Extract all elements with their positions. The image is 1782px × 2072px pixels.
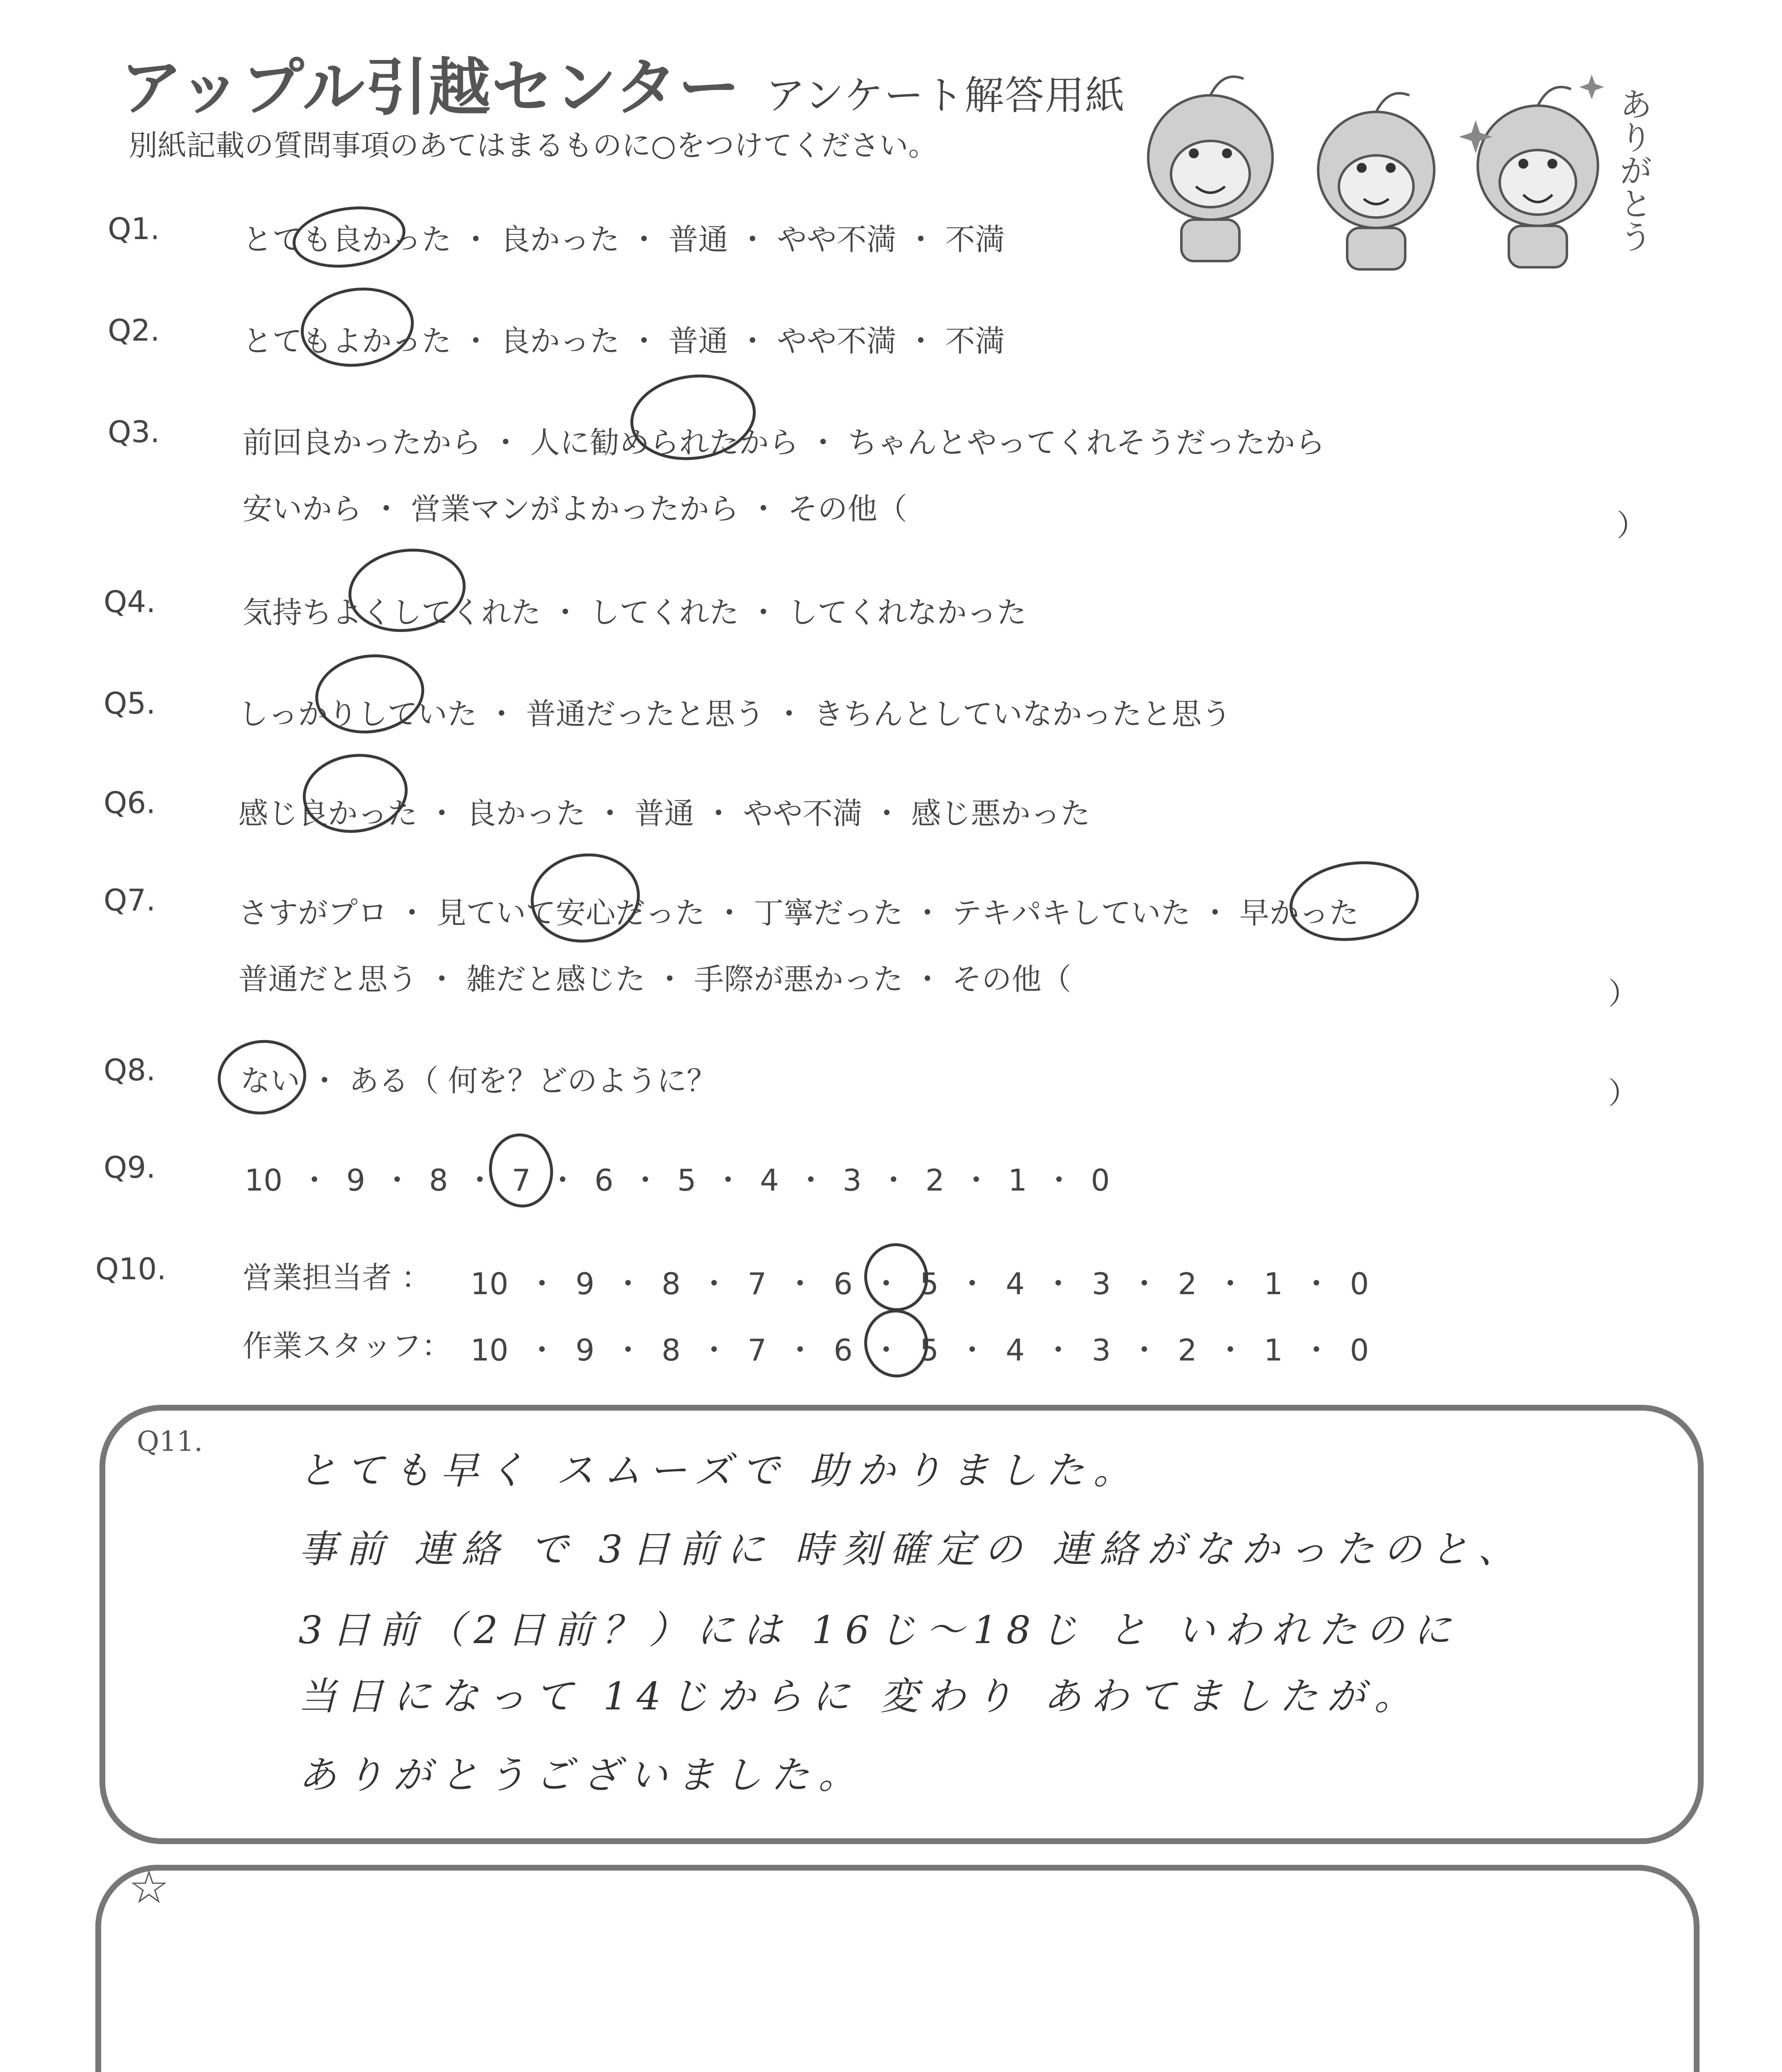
- q2-options[interactable]: とてもよかった ・ 良かった ・ 普通 ・ やや不満 ・ 不満: [242, 324, 1005, 358]
- q11-comment-line-1: とても早く スムーズで 助かりました。: [298, 1448, 1141, 1493]
- form-title: [120, 37, 1125, 127]
- q8-answer-circle: [213, 1034, 311, 1120]
- q3-close-paren: ）: [1617, 508, 1647, 543]
- q8-close-paren: ）: [1608, 1076, 1639, 1111]
- q10-sales-label: 営業担当者 ：: [242, 1260, 431, 1295]
- q4-number: Q4.: [104, 584, 156, 619]
- q11-comment-line-5: ありがとうございました。: [298, 1753, 866, 1797]
- q6-number: Q6.: [104, 785, 156, 820]
- q1-answer-circle: [289, 200, 409, 275]
- q10-sales-answer-circle: [860, 1239, 932, 1315]
- q6-options[interactable]: 感じ良かった ・ 良かった ・ 普通 ・ やや不満 ・ 感じ悪かった: [238, 796, 1091, 831]
- q7-options-line1[interactable]: さすがプロ ・ 見ていて安心だった ・ 丁寧だった ・ テキパキしていた ・ 早かった: [238, 896, 1359, 930]
- q5-options[interactable]: しっかりしていた ・ 普通だったと思う ・ きちんとしていなかったと思う: [238, 697, 1232, 731]
- q9-scale[interactable]: 10 ・ 9 ・ 8 ・ 7 ・ 6 ・ 5 ・ 4 ・ 3 ・ 2 ・ 1 ・ 0: [245, 1163, 1110, 1198]
- q9-answer-circle: [484, 1129, 558, 1212]
- q7-answer-circle-2: [1284, 853, 1424, 949]
- q10-sales-scale[interactable]: 10 ・ 9 ・ 8 ・ 7 ・ 6 ・ 5 ・ 4 ・ 3 ・ 2 ・ 1 ・ 0: [470, 1266, 1369, 1301]
- q8-number: Q8.: [104, 1053, 156, 1087]
- q1-options[interactable]: とても良かった ・ 良かった ・ 普通 ・ やや不満 ・ 不満: [242, 222, 1005, 257]
- q11-comment-line-4: 当日になって 14じからに 変わり あわてましたが。: [298, 1674, 1421, 1719]
- q3-options-line2[interactable]: 安いから ・ 営業マンがよかったから ・ その他（: [242, 491, 907, 526]
- q8-options[interactable]: ない ・ ある（ 何を？どのように？: [240, 1063, 717, 1098]
- q10-staff-label: 作業スタッフ：: [242, 1329, 452, 1363]
- q3-options-line1[interactable]: 前回良かったから ・ 人に勧められたから ・ ちゃんとやってくれそうだったから: [242, 425, 1325, 460]
- q10-number: Q10.: [95, 1251, 167, 1286]
- q4-options[interactable]: 気持ちよくしてくれた ・ してくれた ・ してくれなかった: [242, 595, 1027, 630]
- monkey-mascots-illustration: [1136, 62, 1691, 278]
- q9-number: Q9.: [104, 1150, 156, 1185]
- mascot-caption: ありがとう: [1614, 87, 1653, 253]
- q11-comment-line-2: 事前 連絡 で 3日前に 時刻確定の 連絡がなかったのと、: [298, 1527, 1525, 1571]
- q3-number: Q3.: [108, 414, 160, 449]
- q7-options-line2[interactable]: 普通だと思う ・ 雑だと感じた ・ 手際が悪かった ・ その他（: [238, 962, 1072, 997]
- form-name: アンケート解答用紙: [766, 73, 1125, 119]
- q10-staff-scale[interactable]: 10 ・ 9 ・ 8 ・ 7 ・ 6 ・ 5 ・ 4 ・ 3 ・ 2 ・ 1 ・ 0: [470, 1333, 1369, 1368]
- q1-number: Q1.: [108, 211, 160, 246]
- star-comment-box: [95, 1865, 1700, 2072]
- company-name: アップル引越センター: [120, 52, 741, 124]
- q11-label: Q11.: [137, 1426, 203, 1457]
- q7-close-paren: ）: [1608, 976, 1639, 1011]
- q2-number: Q2.: [108, 313, 160, 348]
- q5-number: Q5.: [104, 686, 156, 721]
- q11-comment-line-3: 3日前（2日前？）には 16じ〜18じ と いわれたのに: [298, 1608, 1460, 1652]
- q10-staff-answer-circle: [860, 1305, 932, 1382]
- instruction-text: 別紙記載の質問事項のあてはまるものに○をつけてください。: [128, 128, 938, 162]
- q7-number: Q7.: [104, 883, 156, 917]
- q7-answer-circle-1: [525, 847, 645, 950]
- star-icon: ☆: [128, 1861, 170, 1914]
